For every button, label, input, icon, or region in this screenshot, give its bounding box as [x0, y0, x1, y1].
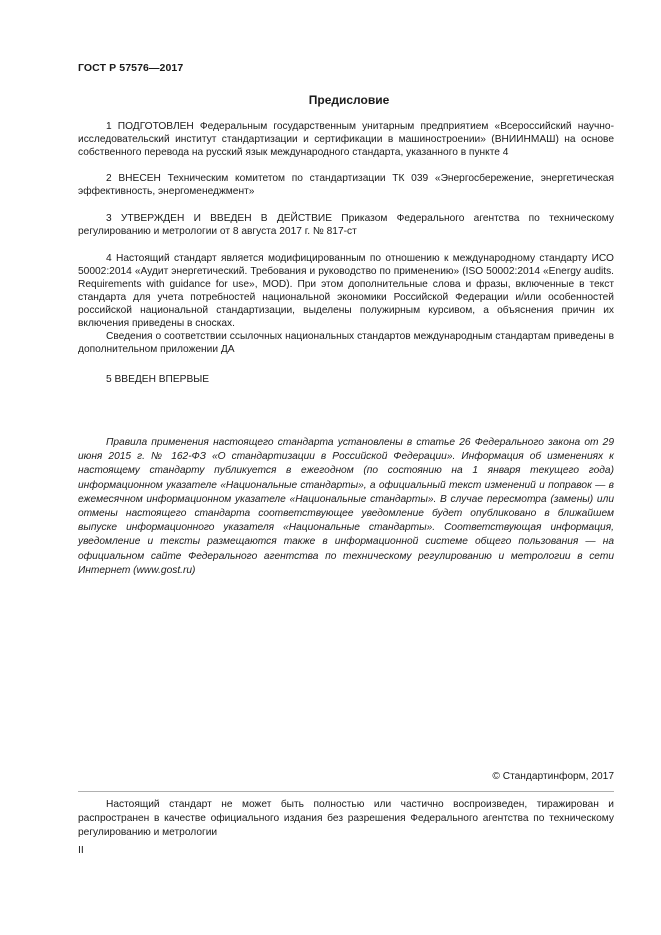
paragraph-submitted: 2 ВНЕСЕН Техническим комитетом по стандартизации ТК 039 «Энергосбережение, энергетическая эффективность, энергоменеджмент»: [78, 173, 614, 197]
paragraph-modified: 4 Настоящий стандарт является модифицированным по отношению к международному стандарту ИСО 50002:2014 «Аудит энергетический. Требования и руководство по применению» (ISO 50002:2014 «Energy audits. Requirements with guidance for use», MOD). При этом дополнительные слова и фразы, включенные в текст стандарта для учета потребностей национальной экономики Российской Федерации и/или особенностей российской национальной стандартизации, выделены полужирным курсивом, а объяснения причин их включения приведены в сносках.: [78, 253, 614, 329]
paragraph-introduced: 5 ВВЕДЕН ВПЕРВЫЕ: [106, 374, 210, 385]
page-number: II: [78, 844, 84, 856]
footer-divider: [78, 791, 614, 792]
application-rules-block: Правила применения настоящего стандарта установлены в статье 26 Федерального закона от 29 июня 2015 г. № 162-ФЗ «О стандартизации в Российской Федерации». Информация об изменениях к настоящему стандарту публикуется в ежегодном (по состоянию на 1 января текущего года) информационном указателе «Национальные стандарты», а официальный текст изменений и поправок — в ежемесячном информационном указателе «Национальные стандарты». В случае пересмотра (замены) или отмены настоящего стандарта соответствующее уведомление будет опубликовано в ближайшем выпуске информационного указателя «Национальные стандарты». Соответствующая информация, уведомление и тексты размещаются также в информационной системе общего пользования — на официальном сайте Федерального агентства по техническому регулированию и метрологии в сети Интернет (www.gost.ru): [78, 437, 614, 576]
copyright-notice: © Стандартинформ, 2017: [492, 771, 614, 782]
paragraph-approved: 3 УТВЕРЖДЕН И ВВЕДЕН В ДЕЙСТВИЕ Приказом Федерального агентства по техническому регулированию и метрологии от 8 августа 2017 г. № 817-ст: [78, 213, 614, 237]
paragraph-references: Сведения о соответствии ссылочных национальных стандартов международным стандартам приведены в дополнительном приложении ДА: [78, 331, 614, 355]
reproduction-rights-notice: Настоящий стандарт не может быть полностью или частично воспроизведен, тиражирован и распространен в качестве официального издания без разрешения Федерального агентства по техническому регулированию и метрологии: [78, 799, 614, 838]
page-title: Предисловие: [308, 93, 390, 107]
document-code: ГОСТ Р 57576—2017: [78, 62, 184, 74]
paragraph-prepared: 1 ПОДГОТОВЛЕН Федеральным государственным унитарным предприятием «Всероссийский научно-исследовательский институт стандартизации и сертификации в машиностроении» (ВНИИНМАШ) на основе собственного перевода на русский язык международного стандарта, указанного в пункте 4: [78, 121, 614, 158]
